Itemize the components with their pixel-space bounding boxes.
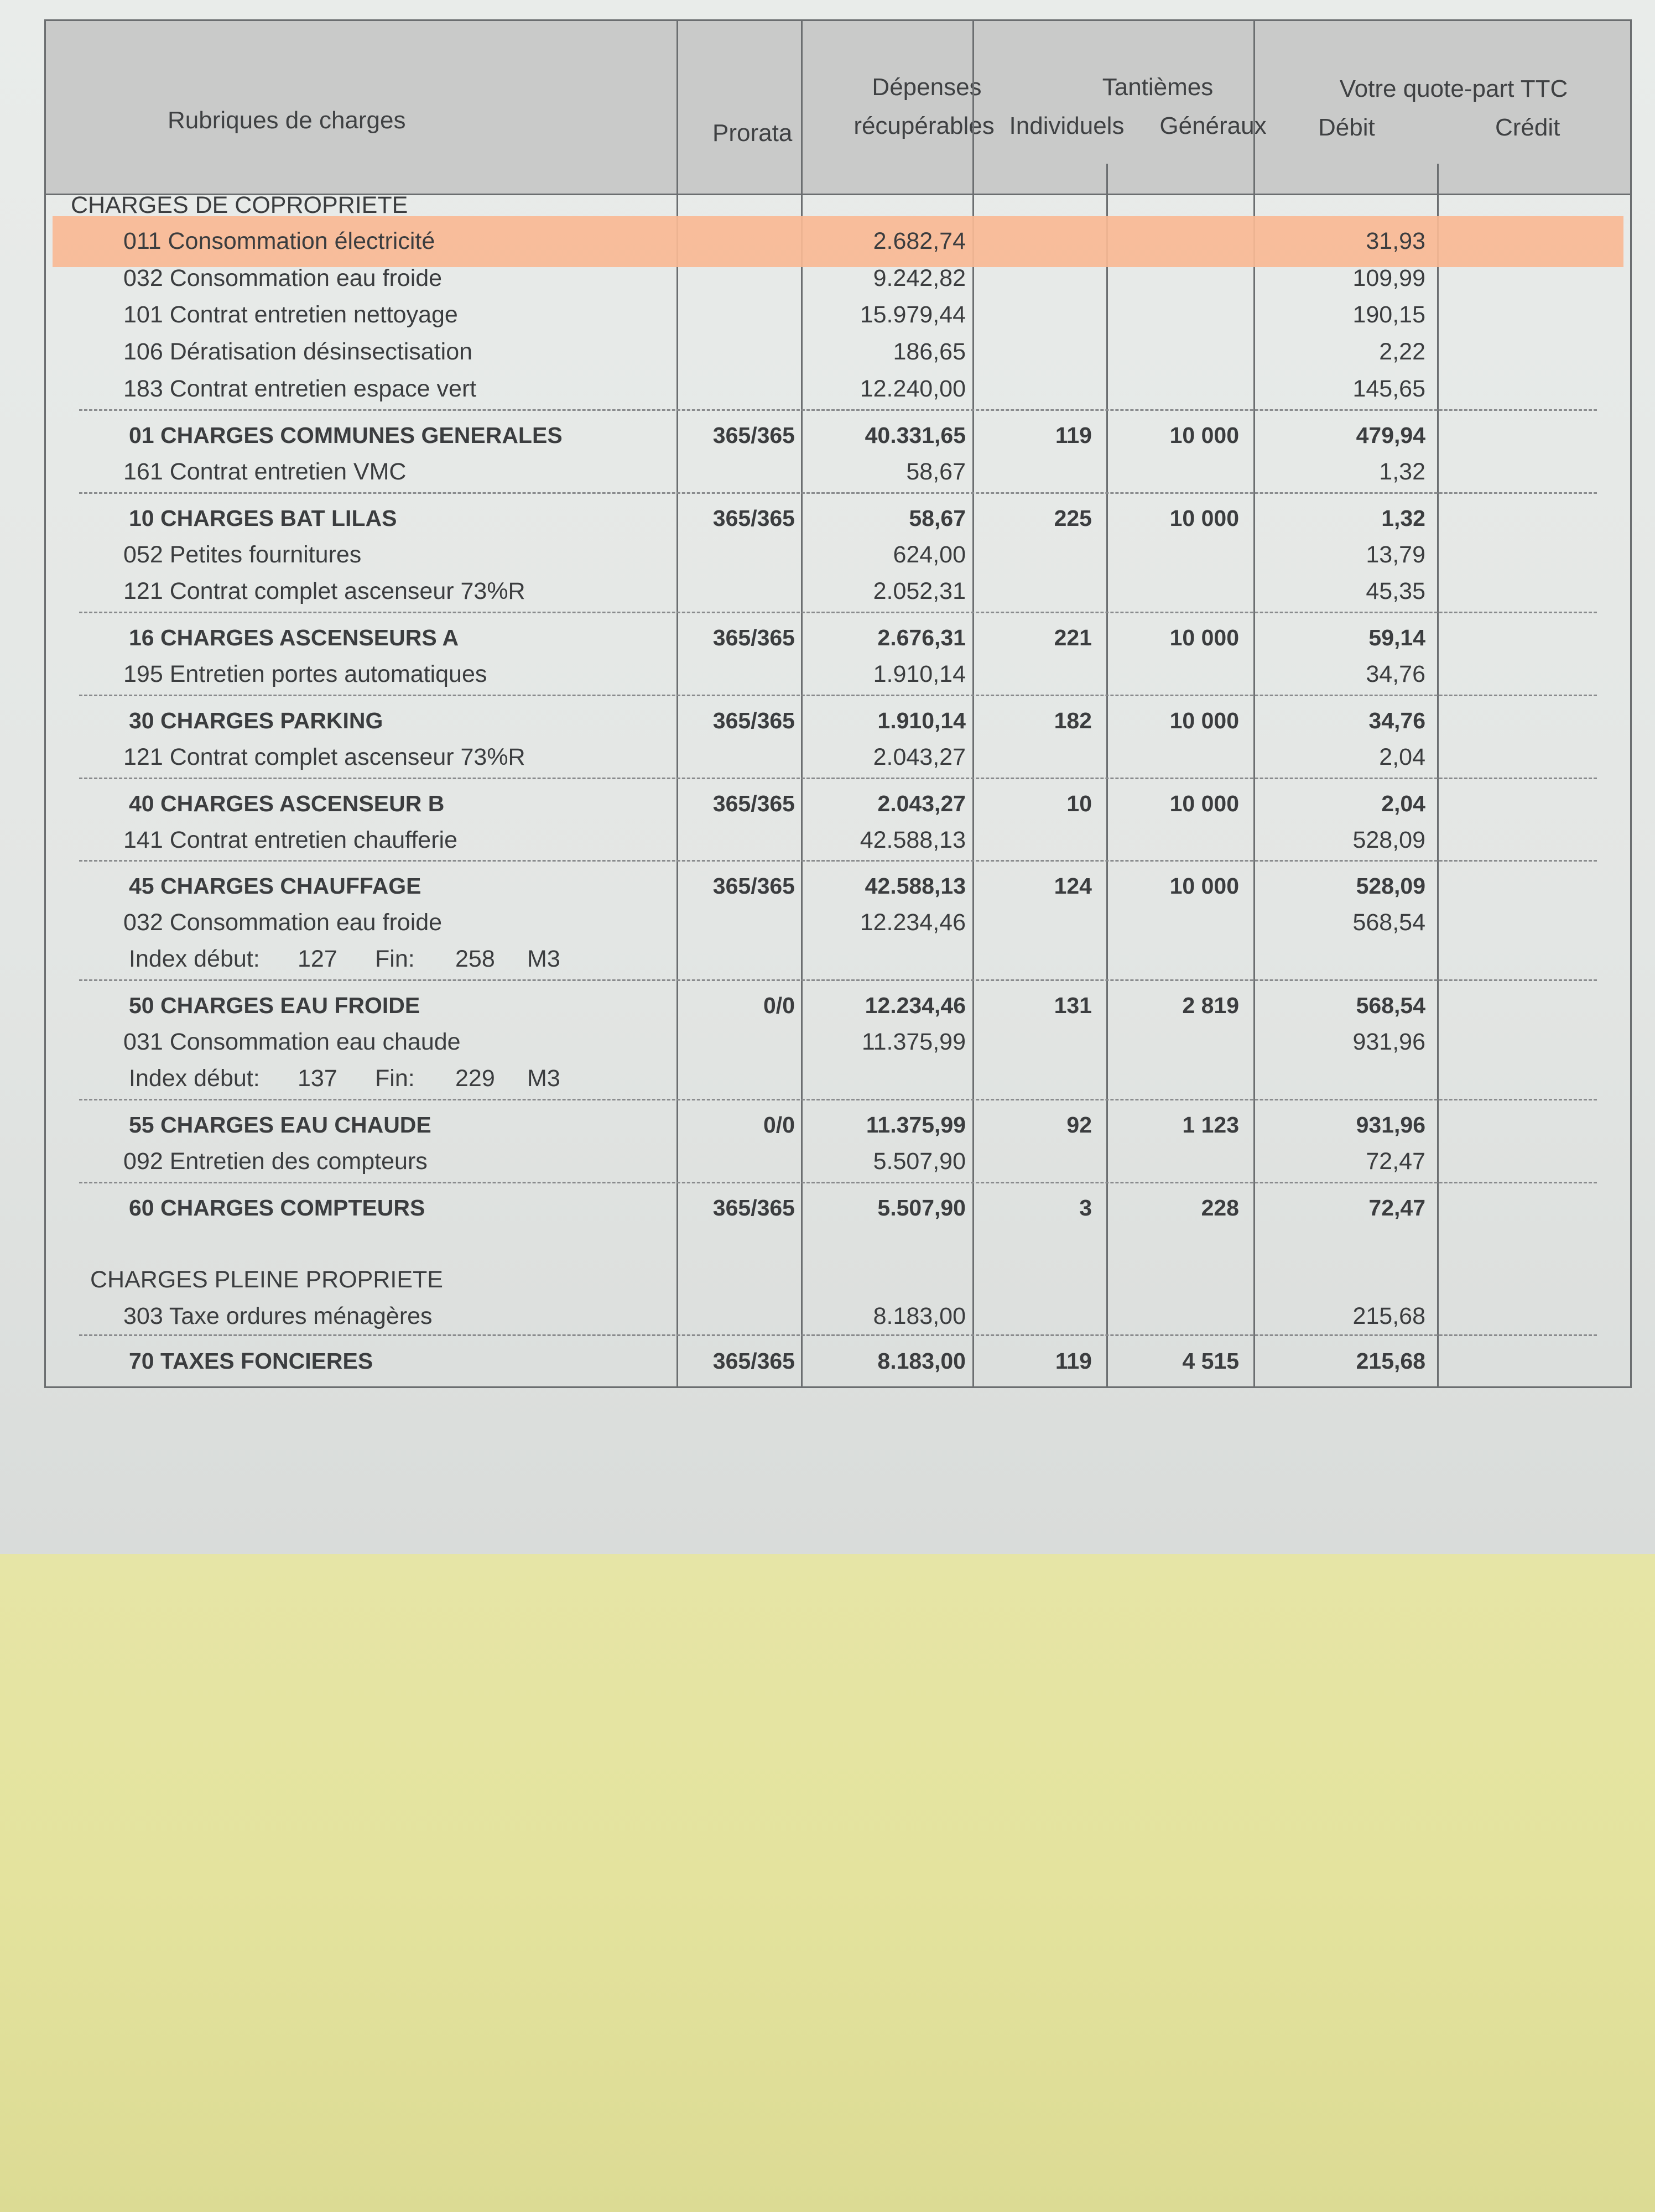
charge-label: 01 CHARGES COMMUNES GENERALES — [129, 422, 563, 448]
subtotal-row — [46, 1107, 1630, 1143]
subtotal-row — [46, 1343, 1630, 1379]
depenses-value: 1.910,14 — [877, 708, 966, 733]
section-title: CHARGES DE COPROPRIETE — [71, 192, 408, 218]
index-end-label: Fin: — [375, 1065, 415, 1092]
generaux-value: 10 000 — [1169, 873, 1239, 899]
debit-value: 215,68 — [1352, 1303, 1425, 1329]
subtotal-row — [46, 868, 1630, 904]
individuels-value: 182 — [1054, 708, 1092, 733]
table-row — [46, 1298, 1630, 1334]
table-row — [46, 1024, 1630, 1060]
row-separator — [79, 1334, 1597, 1336]
individuels-value: 10 — [1066, 791, 1092, 816]
depenses-value: 15.979,44 — [860, 301, 966, 328]
meter-index-row — [46, 941, 1630, 977]
debit-value: 528,09 — [1352, 827, 1425, 853]
depenses-value: 42.588,13 — [865, 873, 966, 899]
generaux-value: 10 000 — [1169, 625, 1239, 650]
row-separator — [79, 409, 1597, 411]
row-separator — [79, 1182, 1597, 1183]
debit-value: 31,93 — [1366, 228, 1425, 254]
row-separator — [79, 860, 1597, 862]
generaux-value: 4 515 — [1182, 1348, 1239, 1374]
charge-label: 011 Consommation électricité — [123, 228, 435, 254]
generaux-value: 10 000 — [1169, 708, 1239, 733]
debit-value: 568,54 — [1356, 993, 1425, 1018]
depenses-value: 2.043,27 — [877, 791, 966, 816]
depenses-value: 12.234,46 — [860, 909, 966, 936]
generaux-value: 10 000 — [1169, 422, 1239, 448]
row-separator — [79, 695, 1597, 696]
charge-label: 30 CHARGES PARKING — [129, 708, 383, 733]
row-separator — [79, 1099, 1597, 1100]
subtotal-row — [46, 702, 1630, 739]
debit-value: 931,96 — [1356, 1112, 1425, 1138]
charge-label: 10 CHARGES BAT LILAS — [129, 505, 397, 531]
header-credit: Crédit — [1495, 114, 1560, 141]
debit-value: 34,76 — [1368, 708, 1425, 733]
header-generaux: Généraux — [1159, 112, 1267, 139]
charge-label: 121 Contrat complet ascenseur 73%R — [123, 578, 525, 604]
individuels-value: 225 — [1054, 505, 1092, 531]
individuels-value: 119 — [1055, 1348, 1092, 1374]
depenses-value: 1.910,14 — [873, 661, 966, 687]
charge-label: 70 TAXES FONCIERES — [129, 1348, 373, 1374]
charge-label: 101 Contrat entretien nettoyage — [123, 301, 458, 328]
depenses-value: 40.331,65 — [865, 422, 966, 448]
charge-label: 032 Consommation eau froide — [123, 909, 443, 936]
index-end-label: Fin: — [375, 946, 415, 972]
charge-label: 161 Contrat entretien VMC — [123, 458, 407, 485]
generaux-value: 2 819 — [1182, 993, 1239, 1018]
charges-table — [44, 19, 1632, 1388]
debit-value: 45,35 — [1366, 578, 1425, 604]
table-row — [46, 1143, 1630, 1180]
depenses-value: 2.682,74 — [873, 228, 966, 254]
charge-label: 303 Taxe ordures ménagères — [123, 1303, 433, 1329]
table-row — [46, 296, 1630, 333]
depenses-value: 5.507,90 — [877, 1195, 966, 1220]
depenses-value: 2.043,27 — [873, 744, 966, 770]
prorata-value: 0/0 — [763, 993, 795, 1018]
generaux-value: 10 000 — [1169, 791, 1239, 816]
row-separator — [79, 612, 1597, 613]
charge-label: 031 Consommation eau chaude — [123, 1029, 461, 1055]
generaux-value: 1 123 — [1182, 1112, 1239, 1138]
header-quote-part: Votre quote-part TTC — [1339, 75, 1568, 102]
subtotal-row — [46, 417, 1630, 453]
depenses-value: 58,67 — [906, 458, 966, 485]
header-depenses-line2: récupérables — [853, 112, 995, 139]
individuels-value: 221 — [1054, 625, 1092, 650]
yellow-background — [0, 1554, 1655, 2212]
table-row — [46, 656, 1630, 692]
charge-label: 052 Petites fournitures — [123, 541, 362, 568]
generaux-value: 10 000 — [1169, 505, 1239, 531]
prorata-value: 365/365 — [712, 422, 795, 448]
prorata-value: 0/0 — [763, 1112, 795, 1138]
table-row — [46, 904, 1630, 941]
debit-value: 109,99 — [1352, 265, 1425, 291]
debit-value: 528,09 — [1356, 873, 1425, 899]
charge-label: 141 Contrat entretien chaufferie — [123, 827, 457, 853]
charge-label: 183 Contrat entretien espace vert — [123, 375, 477, 402]
index-unit: M3 — [527, 946, 560, 972]
debit-value: 145,65 — [1352, 375, 1425, 402]
charge-label: 55 CHARGES EAU CHAUDE — [129, 1112, 431, 1138]
table-row — [46, 822, 1630, 858]
prorata-value: 365/365 — [712, 505, 795, 531]
subtotal-row — [46, 987, 1630, 1024]
table-row — [46, 223, 1630, 259]
meter-index-row — [46, 1060, 1630, 1097]
index-end-value: 229 — [455, 1065, 495, 1092]
charge-label: 16 CHARGES ASCENSEURS A — [129, 625, 459, 650]
prorata-value: 365/365 — [712, 873, 795, 899]
subtotal-row — [46, 500, 1630, 536]
section-heading-row — [46, 187, 1630, 223]
index-end-value: 258 — [455, 946, 495, 972]
row-separator — [79, 979, 1597, 981]
depenses-value: 8.183,00 — [873, 1303, 966, 1329]
individuels-value: 92 — [1066, 1112, 1092, 1138]
debit-value: 2,04 — [1379, 744, 1425, 770]
individuels-value: 3 — [1079, 1195, 1092, 1220]
depenses-value: 11.375,99 — [866, 1112, 966, 1138]
row-separator — [79, 492, 1597, 494]
table-row — [46, 371, 1630, 407]
prorata-value: 365/365 — [712, 1348, 795, 1374]
table-header — [46, 21, 1630, 195]
index-start-label: Index début: — [129, 946, 260, 972]
depenses-value: 11.375,99 — [861, 1029, 966, 1055]
individuels-value: 119 — [1055, 422, 1092, 448]
index-start-value: 137 — [298, 1065, 337, 1092]
depenses-value: 186,65 — [893, 338, 966, 365]
debit-value: 1,32 — [1381, 505, 1425, 531]
prorata-value: 365/365 — [712, 708, 795, 733]
depenses-value: 42.588,13 — [860, 827, 966, 853]
debit-value: 2,04 — [1381, 791, 1425, 816]
section-title: CHARGES PLEINE PROPRIETE — [90, 1266, 443, 1293]
depenses-value: 8.183,00 — [877, 1348, 966, 1374]
debit-value: 59,14 — [1368, 625, 1425, 650]
debit-value: 190,15 — [1352, 301, 1425, 328]
subtotal-row — [46, 785, 1630, 822]
header-individuels: Individuels — [1009, 112, 1125, 139]
charge-label: 092 Entretien des compteurs — [123, 1148, 428, 1175]
charge-label: 121 Contrat complet ascenseur 73%R — [123, 744, 525, 770]
debit-value: 72,47 — [1366, 1148, 1425, 1175]
table-row — [46, 453, 1630, 490]
table-row — [46, 536, 1630, 573]
prorata-value: 365/365 — [712, 791, 795, 816]
debit-value: 72,47 — [1368, 1195, 1425, 1220]
header-rubriques: Rubriques de charges — [168, 107, 406, 134]
subtotal-row — [46, 619, 1630, 656]
prorata-value: 365/365 — [712, 1195, 795, 1220]
index-unit: M3 — [527, 1065, 560, 1092]
depenses-value: 12.240,00 — [860, 375, 966, 402]
debit-value: 2,22 — [1379, 338, 1425, 365]
table-row — [46, 333, 1630, 370]
individuels-value: 131 — [1054, 993, 1092, 1018]
generaux-value: 228 — [1201, 1195, 1239, 1220]
charge-label: 106 Dératisation désinsectisation — [123, 338, 473, 365]
debit-value: 215,68 — [1356, 1348, 1425, 1374]
table-row — [46, 260, 1630, 296]
charge-label: 60 CHARGES COMPTEURS — [129, 1195, 425, 1220]
row-separator — [79, 778, 1597, 779]
debit-value: 34,76 — [1366, 661, 1425, 687]
prorata-value: 365/365 — [712, 625, 795, 650]
table-row — [46, 573, 1630, 609]
depenses-value: 2.676,31 — [877, 625, 966, 650]
index-start-value: 127 — [298, 946, 337, 972]
debit-value: 568,54 — [1352, 909, 1425, 936]
charge-label: 50 CHARGES EAU FROIDE — [129, 993, 420, 1018]
debit-value: 1,32 — [1379, 458, 1425, 485]
depenses-value: 2.052,31 — [873, 578, 966, 604]
header-tantiemes: Tantièmes — [1102, 74, 1214, 101]
header-depenses-line1: Dépenses — [872, 74, 982, 101]
debit-value: 479,94 — [1356, 422, 1425, 448]
depenses-value: 58,67 — [909, 505, 966, 531]
header-prorata: Prorata — [712, 119, 793, 147]
charge-label: 195 Entretien portes automatiques — [123, 661, 487, 687]
section-heading-row — [46, 1261, 1630, 1298]
table-row — [46, 739, 1630, 775]
depenses-value: 5.507,90 — [873, 1148, 966, 1175]
charge-label: 032 Consommation eau froide — [123, 265, 443, 291]
subtotal-row — [46, 1190, 1630, 1226]
depenses-value: 12.234,46 — [865, 993, 966, 1018]
debit-value: 13,79 — [1366, 541, 1425, 568]
debit-value: 931,96 — [1352, 1029, 1425, 1055]
charge-label: 45 CHARGES CHAUFFAGE — [129, 873, 421, 899]
index-start-label: Index début: — [129, 1065, 260, 1092]
depenses-value: 624,00 — [893, 541, 966, 568]
individuels-value: 124 — [1054, 873, 1092, 899]
charge-label: 40 CHARGES ASCENSEUR B — [129, 791, 445, 816]
depenses-value: 9.242,82 — [873, 265, 966, 291]
header-debit: Débit — [1318, 114, 1375, 141]
